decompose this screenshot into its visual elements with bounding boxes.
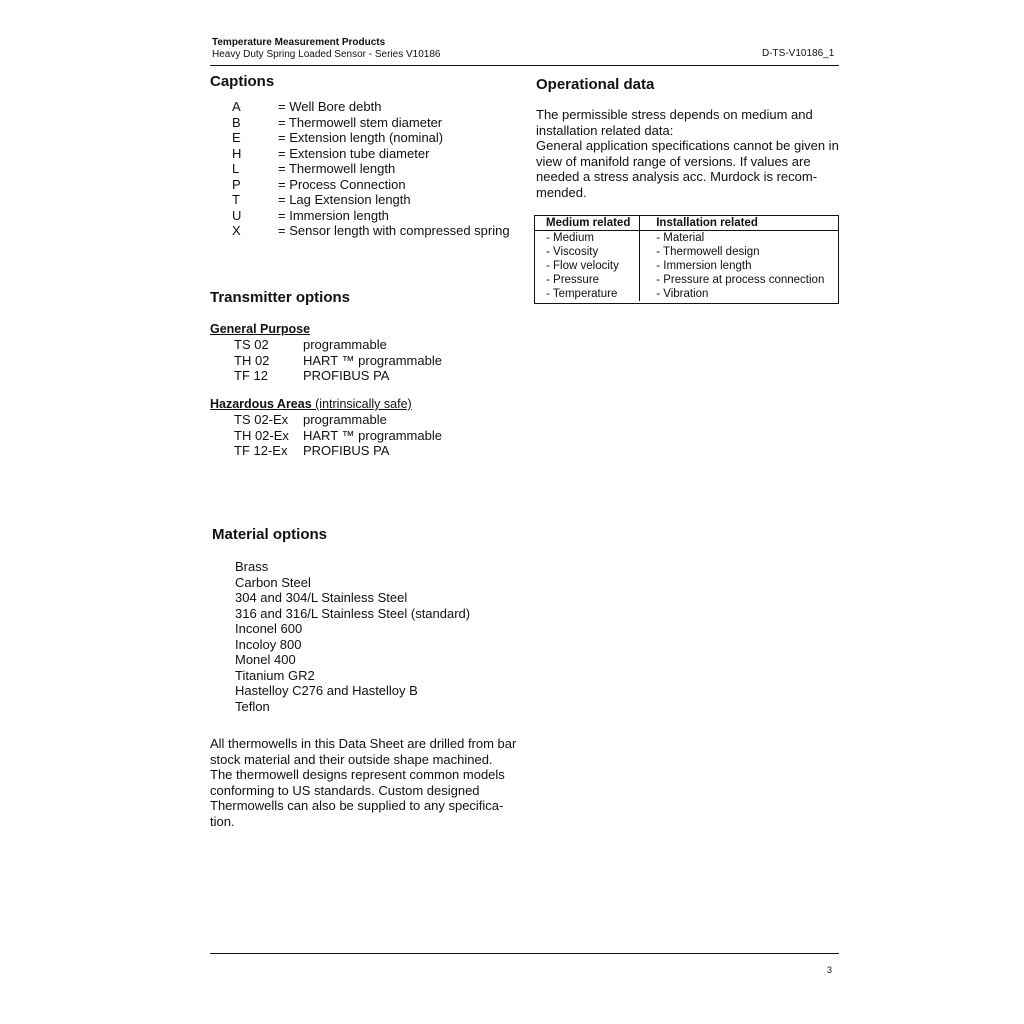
table-row — [535, 273, 838, 287]
material-item: Brass — [235, 559, 269, 574]
header-subtitle: Heavy Duty Spring Loaded Sensor - Series V10186 — [212, 49, 441, 60]
operational-paragraph — [536, 107, 839, 200]
transmitter-description: PROFIBUS PA — [303, 368, 390, 383]
transmitter-description: programmable — [303, 337, 387, 352]
transmitter-code: TH 02 — [234, 352, 270, 368]
paragraph-line: conforming to US standards. Custom designed — [210, 782, 480, 798]
caption-row — [206, 146, 510, 162]
caption-row — [206, 223, 510, 239]
caption-row — [206, 130, 510, 146]
material-paragraph — [210, 736, 516, 829]
caption-key: X — [232, 223, 241, 238]
material-item: 316 and 316/L Stainless Steel (standard) — [235, 605, 471, 621]
caption-key: A — [232, 99, 241, 114]
transmitter-code: TF 12-Ex — [234, 443, 288, 458]
caption-row — [206, 99, 510, 115]
transmitter-code: TF 12 — [234, 368, 268, 383]
paragraph-line: The permissible stress depends on medium and — [536, 107, 813, 122]
table-cell-medium: - Flow velocity — [535, 259, 640, 273]
table-cell-installation: - Thermowell design — [656, 246, 760, 258]
operational-heading: Operational data — [536, 76, 655, 93]
operational-table-frame — [534, 215, 839, 304]
caption-key: E — [232, 130, 241, 145]
table-cell-medium: - Temperature — [535, 287, 640, 301]
transmitter-description: HART ™ programmable — [303, 427, 442, 443]
captions-list — [206, 99, 510, 239]
table-header-installation: Installation related — [640, 216, 838, 231]
paragraph-line: All thermowells in this Data Sheet are drilled from bar — [210, 736, 517, 751]
captions-heading: Captions — [210, 73, 275, 90]
material-item: Monel 400 — [235, 652, 296, 667]
caption-value: = Thermowell length — [278, 161, 396, 176]
caption-row — [206, 192, 510, 208]
caption-value: = Process Connection — [278, 176, 406, 192]
transmitter-row — [210, 443, 442, 459]
transmitter-row — [210, 412, 442, 428]
paragraph-line: tion. — [210, 813, 235, 829]
table-cell-installation: - Vibration — [656, 288, 709, 300]
header-rule — [210, 65, 839, 66]
caption-value: = Thermowell stem diameter — [278, 114, 443, 130]
table-cell-installation: - Pressure at process connection — [656, 274, 825, 286]
material-item: Teflon — [235, 698, 270, 714]
caption-value: = Sensor length with compressed spring — [278, 223, 510, 238]
caption-row — [206, 115, 510, 131]
caption-key: P — [232, 176, 241, 192]
transmitter-code: TS 02-Ex — [234, 412, 289, 427]
caption-key: U — [232, 207, 242, 223]
paragraph-line: The thermowell designs represent common models — [210, 767, 505, 782]
material-item: Inconel 600 — [235, 621, 303, 636]
hazardous-areas-note: (intrinsically safe) — [311, 397, 412, 411]
paragraph-line: stock material and their outside shape machined. — [210, 751, 493, 767]
page-number: 3 — [827, 965, 833, 975]
caption-key: L — [232, 161, 240, 176]
material-item: 304 and 304/L Stainless Steel — [235, 590, 408, 605]
transmitter-description: PROFIBUS PA — [303, 443, 390, 458]
table-cell-medium: - Pressure — [535, 273, 640, 287]
table-cell-installation: - Material — [656, 232, 705, 244]
caption-key: T — [232, 192, 240, 207]
transmitter-row — [210, 337, 442, 353]
transmitter-row — [210, 353, 442, 369]
caption-value: = Well Bore debth — [278, 99, 382, 114]
caption-value: = Extension length (nominal) — [278, 130, 444, 145]
material-heading: Material options — [212, 526, 328, 543]
table-header-medium: Medium related — [535, 216, 640, 231]
table-row — [535, 231, 838, 246]
operational-table — [535, 216, 838, 301]
general-purpose-label: General Purpose — [210, 322, 311, 336]
header-title: Temperature Measurement Products — [212, 37, 386, 48]
material-item: Hastelloy C276 and Hastelloy B — [235, 683, 418, 698]
material-list — [235, 559, 470, 714]
transmitter-heading: Transmitter options — [210, 289, 351, 306]
caption-row — [206, 177, 510, 193]
paragraph-line: needed a stress analysis acc. Murdock is recom- — [536, 169, 818, 184]
paragraph-line: mended. — [536, 184, 587, 200]
caption-row — [206, 208, 510, 224]
caption-key: B — [232, 114, 241, 130]
table-row — [535, 287, 838, 301]
caption-value: = Immersion length — [278, 207, 389, 223]
transmitter-description: HART ™ programmable — [303, 352, 442, 368]
caption-row — [206, 161, 510, 177]
transmitter-row — [210, 368, 442, 384]
footer-rule — [210, 953, 839, 954]
paragraph-line: installation related data: — [536, 122, 674, 138]
caption-value: = Lag Extension length — [278, 192, 411, 207]
material-item: Titanium GR2 — [235, 667, 315, 683]
paragraph-line: view of manifold range of versions. If values are — [536, 153, 811, 169]
table-row — [535, 245, 838, 259]
transmitter-row — [210, 428, 442, 444]
transmitter-description: programmable — [303, 412, 387, 427]
material-item: Incoloy 800 — [235, 636, 302, 652]
table-cell-medium: - Medium — [535, 231, 640, 246]
transmitter-code: TS 02 — [234, 337, 269, 352]
table-row — [535, 259, 838, 273]
hazardous-areas-list — [210, 412, 442, 459]
paragraph-line: General application specifications cannot be given in — [536, 138, 839, 153]
material-item: Carbon Steel — [235, 574, 311, 590]
table-cell-medium: - Viscosity — [535, 245, 640, 259]
general-purpose-list — [210, 337, 442, 384]
transmitter-code: TH 02-Ex — [234, 427, 289, 443]
paragraph-line: Thermowells can also be supplied to any specifica- — [210, 798, 504, 813]
caption-value: = Extension tube diameter — [278, 145, 430, 161]
caption-key: H — [232, 145, 242, 161]
hazardous-areas-label: Hazardous Areas (intrinsically safe) — [210, 397, 412, 411]
document-code: D-TS-V10186_1 — [762, 48, 835, 59]
table-cell-installation: - Immersion length — [656, 260, 752, 272]
